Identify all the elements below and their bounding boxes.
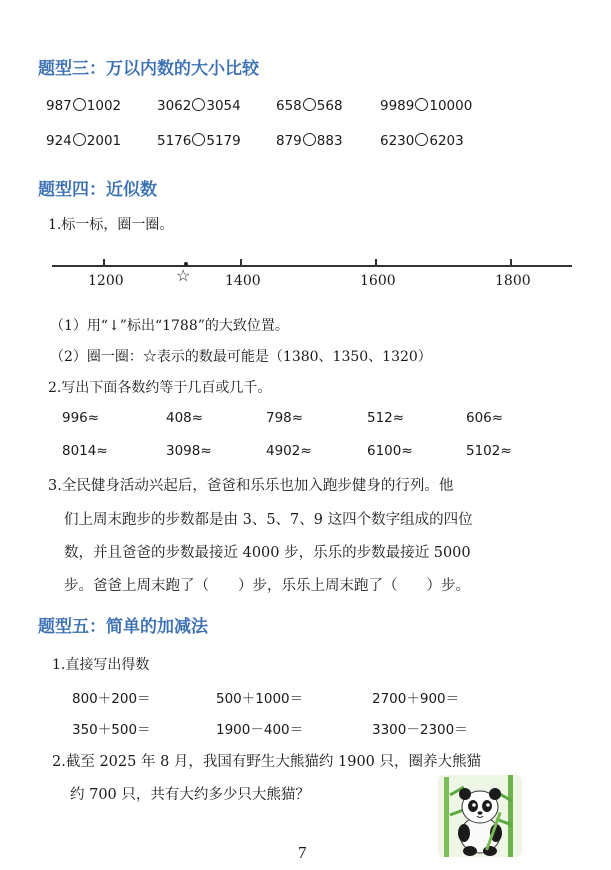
s5-q2-line2: 约 700 只，共有大约多少只大熊猫？ bbox=[70, 787, 310, 803]
calc-item: 500＋1000＝ bbox=[216, 691, 304, 707]
approx-item: 4902≈ bbox=[266, 443, 312, 459]
compare-left: 924 bbox=[46, 133, 72, 149]
q3-line1: 3.全民健身活动兴起后，爸爸和乐乐也加入跑步健身的行列。他 bbox=[48, 478, 454, 494]
compare-circle[interactable] bbox=[303, 98, 316, 111]
compare-right: 5179 bbox=[206, 133, 241, 149]
approx-item: 606≈ bbox=[466, 410, 504, 426]
q1-title: 1.标一标，圈一圈。 bbox=[48, 217, 174, 233]
compare-item bbox=[157, 98, 241, 114]
compare-right: 568 bbox=[316, 98, 343, 114]
approx-item: 798≈ bbox=[266, 410, 304, 426]
approx-item: 5102≈ bbox=[466, 443, 512, 459]
compare-circle[interactable] bbox=[415, 133, 428, 146]
compare-left: 987 bbox=[46, 98, 72, 114]
section3-title: 题型三：万以内数的大小比较 bbox=[38, 59, 259, 79]
compare-circle[interactable] bbox=[192, 98, 205, 111]
compare-item bbox=[46, 98, 121, 114]
approx-item: 6100≈ bbox=[367, 443, 413, 459]
compare-circle[interactable] bbox=[303, 133, 316, 146]
panda-icon bbox=[438, 775, 522, 857]
approx-item: 512≈ bbox=[367, 410, 405, 426]
approx-item: 408≈ bbox=[166, 410, 204, 426]
compare-left: 9989 bbox=[380, 98, 415, 114]
compare-item bbox=[276, 133, 343, 149]
compare-right: 6203 bbox=[429, 133, 464, 149]
q3-line4: 步。爸爸上周末跑了（ ）步，乐乐上周末跑了（ ）步。 bbox=[64, 578, 470, 594]
compare-left: 658 bbox=[276, 98, 302, 114]
section5-title: 题型五：简单的加减法 bbox=[38, 617, 208, 637]
s5-q1-title: 1.直接写出得数 bbox=[52, 657, 150, 673]
tick-1400 bbox=[240, 259, 242, 266]
calc-item: 350＋500＝ bbox=[72, 722, 151, 738]
compare-circle[interactable] bbox=[73, 133, 86, 146]
calc-item: 3300－2300＝ bbox=[372, 722, 468, 738]
compare-right: 10000 bbox=[429, 98, 473, 114]
tick-label: 1600 bbox=[360, 273, 396, 289]
compare-right: 883 bbox=[316, 133, 343, 149]
panda-illustration bbox=[438, 775, 522, 857]
tick-1800 bbox=[510, 259, 512, 266]
tick-1600 bbox=[375, 259, 377, 266]
compare-left: 6230 bbox=[380, 133, 415, 149]
approx-item: 8014≈ bbox=[62, 443, 108, 459]
compare-item bbox=[46, 133, 121, 149]
calc-item: 2700＋900＝ bbox=[372, 691, 460, 707]
compare-item bbox=[380, 133, 464, 149]
approx-item: 3098≈ bbox=[166, 443, 212, 459]
compare-right: 2001 bbox=[86, 133, 122, 149]
calc-item: 1900－400＝ bbox=[216, 722, 304, 738]
compare-circle[interactable] bbox=[192, 133, 205, 146]
page-number: 7 bbox=[298, 843, 307, 862]
q1-sub2: （2）圈一圈：☆表示的数最可能是（1380、1350、1320） bbox=[50, 349, 432, 365]
tick-label: 1400 bbox=[225, 273, 261, 289]
compare-left: 879 bbox=[276, 133, 302, 149]
tick-label: 1200 bbox=[88, 273, 124, 289]
q3-line2: 们上周末跑步的步数都是由 3、5、7、9 这四个数字组成的四位 bbox=[64, 512, 473, 528]
calc-item: 800＋200＝ bbox=[72, 691, 151, 707]
approx-item: 996≈ bbox=[62, 410, 100, 426]
compare-left: 5176 bbox=[157, 133, 192, 149]
compare-item bbox=[157, 133, 241, 149]
q1-sub1: （1）用“↓”标出“1788”的大致位置。 bbox=[50, 318, 289, 334]
s5-q2-line1: 2.截至 2025 年 8 月，我国有野生大熊猫约 1900 只，圈养大熊猫 bbox=[52, 754, 482, 770]
compare-item bbox=[380, 98, 472, 114]
number-line-axis bbox=[52, 265, 572, 267]
compare-circle[interactable] bbox=[73, 98, 86, 111]
compare-right: 1002 bbox=[86, 98, 122, 114]
q3-line3: 数，并且爸爸的步数最接近 4000 步，乐乐的步数最接近 5000 bbox=[64, 545, 471, 561]
compare-left: 3062 bbox=[157, 98, 192, 114]
tick-label: 1800 bbox=[495, 273, 531, 289]
compare-right: 3054 bbox=[206, 98, 241, 114]
compare-circle[interactable] bbox=[415, 98, 428, 111]
tick-1200 bbox=[103, 259, 105, 266]
star-icon: ☆ bbox=[176, 266, 191, 285]
q2-title: 2.写出下面各数约等于几百或几千。 bbox=[48, 380, 272, 396]
compare-item bbox=[276, 98, 343, 114]
section4-title: 题型四：近似数 bbox=[38, 180, 157, 200]
